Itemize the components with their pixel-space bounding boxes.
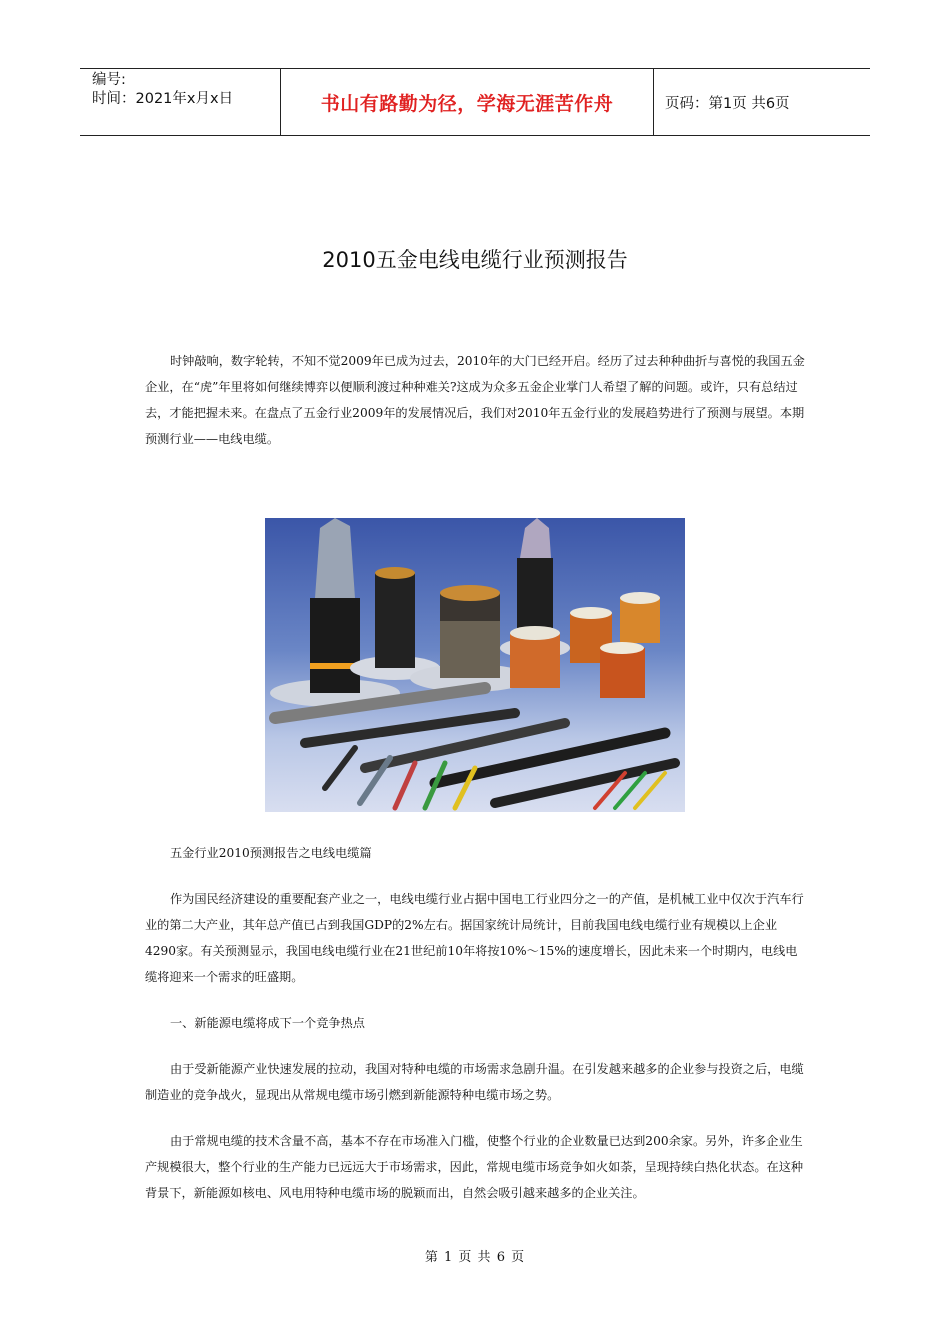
document-time-label: 时间：2021年x月x日 xyxy=(92,91,234,107)
body-paragraph-industry: 作为国民经济建设的重要配套产业之一，电线电缆行业占据中国电工行业四分之一的产值，是机械工业中仅次于汽车行业的第二大产业，其年总产值已占到我国GDP的2%左右。据国家统计局统计，目前我国电线电缆行业有规模以上企业4290家。有关预测显示，我国电线电缆行业在21世纪前10年将按10%～15%的速度增长，因此未来一个时期内，电线电缆将迎来一个需求的旺盛期。 xyxy=(145,892,804,984)
body-paragraph-competition: 由于常规电缆的技术含量不高，基本不存在市场准入门槛，使整个行业的企业数量已达到200余家。另外，许多企业生产规模很大，整个行业的生产能力已远远大于市场需求，因此，常规电缆市场竞争如火如荼，呈现持续白热化状态。在这种背景下，新能源如核电、风电用特种电缆市场的脱颖而出，自然会吸引越来越多的企业关注。 xyxy=(145,1134,804,1200)
section-heading-1: 一、新能源电缆将成下一个竞争热点 xyxy=(170,1016,365,1030)
header-motto-cell xyxy=(281,69,654,135)
header-motto: 书山有路勤为径，学海无涯苦作舟 xyxy=(320,92,614,115)
document-title: 2010五金电线电缆行业预测报告 xyxy=(322,248,628,272)
page-header xyxy=(80,68,870,136)
header-page-info: 页码：第1页 共6页 xyxy=(665,95,790,112)
header-page-info-cell xyxy=(654,69,870,135)
image-caption: 五金行业2010预测报告之电线电缆篇 xyxy=(170,846,372,860)
intro-paragraph: 时钟敲响，数字轮转，不知不觉2009年已成为过去，2010年的大门已经开启。经历了过去种种曲折与喜悦的我国五金企业，在“虎”年里将如何继续博弈以便顺利渡过种种难关?这成为众多五金企业掌门人希望了解的问题。或许，只有总结过去，才能把握未来。在盘点了五金行业2009年的发展情况后，我们对2010年五金行业的发展趋势进行了预测与展望。本期预测行业——电线电缆。 xyxy=(145,354,805,446)
document-number-label: 编号: xyxy=(92,72,126,88)
body-paragraph-new-energy: 由于受新能源产业快速发展的拉动，我国对特种电缆的市场需求急剧升温。在引发越来越多的企业参与投资之后，电缆制造业的竞争战火，显现出从常规电缆市场引燃到新能源特种电缆市场之势。 xyxy=(145,1062,804,1102)
cables-photo xyxy=(265,518,685,812)
page-footer: 第 1 页 共 6 页 xyxy=(424,1250,526,1265)
header-meta xyxy=(80,69,281,135)
cables-illustration xyxy=(265,518,685,812)
